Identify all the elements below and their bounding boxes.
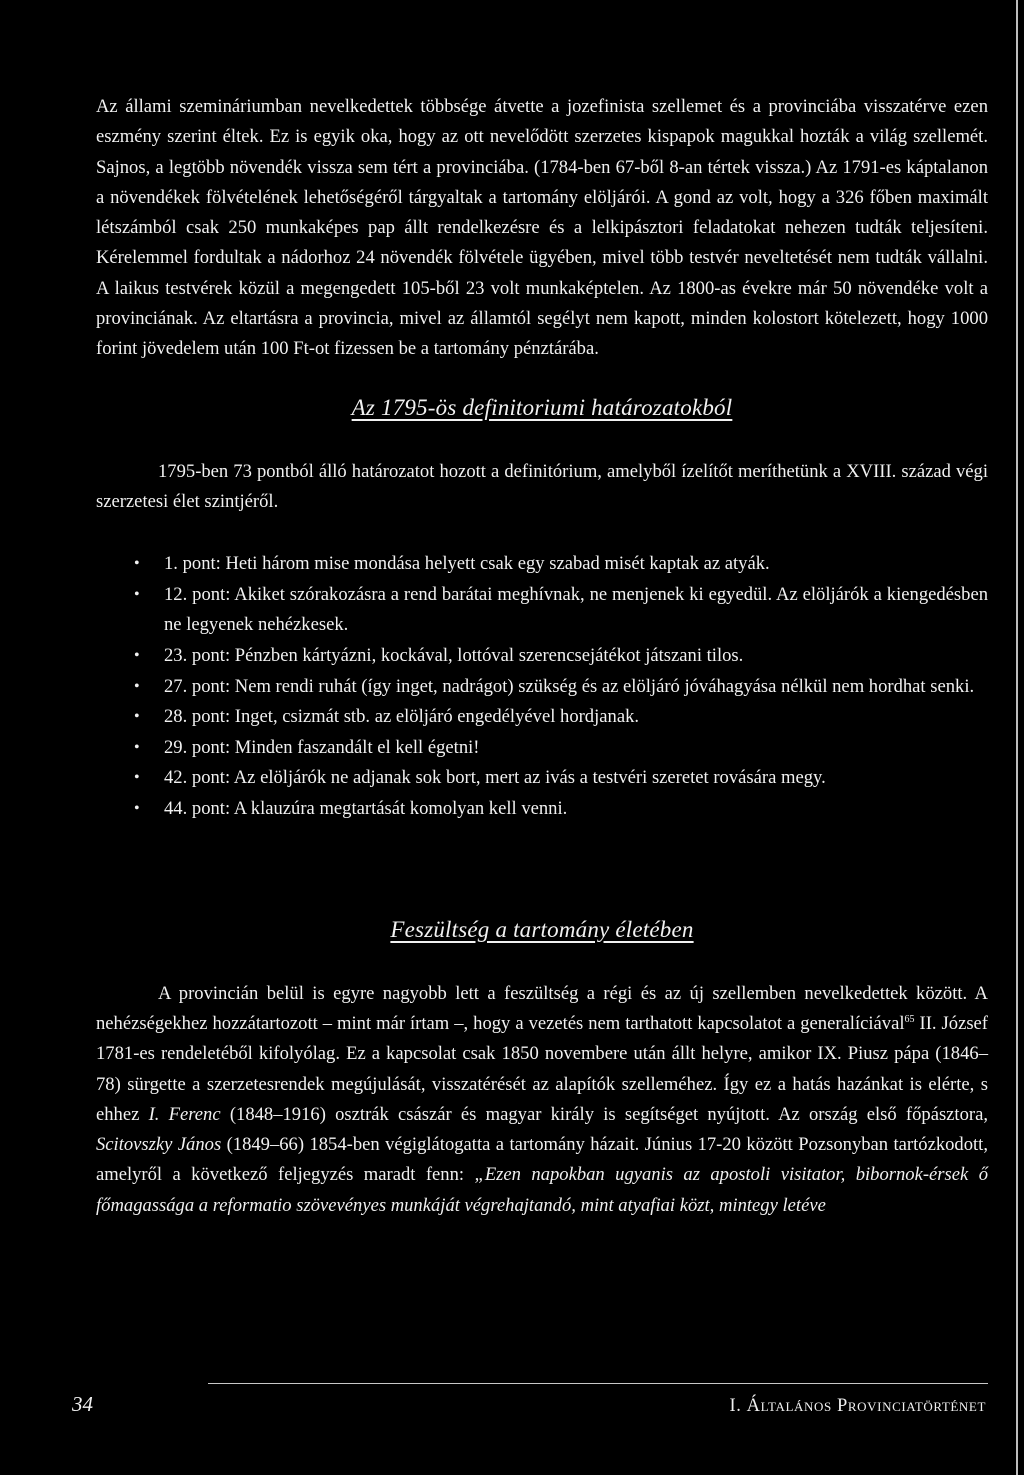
point-text: 28. pont: Inget, csizmát stb. az elöljáró engedélyével hordjanak. xyxy=(164,706,640,728)
bullet-icon: • xyxy=(134,738,140,756)
person-name-scitovszky: Scitovszky János xyxy=(96,1134,222,1156)
footer-rule xyxy=(208,1383,988,1384)
text-segment: II. József 1781-es rendeletéből kifolyólag. Ez a kapcsolat csak 1850 novembere után állt helyre, amikor IX. Piusz pápa (1846–78) sürgette a szerzetesrendek megújulását, visszatérését az alapítók szelleméhez. Így ez a hatás hazánkat is elérte, s ehhez xyxy=(96,1012,988,1125)
heading-definitorium-text: Az 1795-ös definitoriumi határozatokból xyxy=(351,394,733,420)
point-text: 42. pont: Az elöljárók ne adjanak sok bort, mert az ivás a testvéri szeretet rovására megy. xyxy=(164,767,826,789)
person-name-ferenc: I. Ferenc xyxy=(148,1103,221,1125)
list-item xyxy=(134,763,988,794)
points-list xyxy=(96,549,988,824)
list-item xyxy=(134,672,988,703)
bullet-icon: • xyxy=(134,647,140,665)
paragraph-tension xyxy=(96,979,988,1221)
page-content xyxy=(96,92,988,1221)
bullet-icon: • xyxy=(134,800,140,818)
footnote-ref: 65 xyxy=(904,1013,915,1025)
list-item xyxy=(134,549,988,580)
list-item xyxy=(134,794,988,825)
quote-text: „Ezen napokban ugyanis az apostoli visitator, bibornok-érsek ő főmagassága a reformatio szövevényes munkáját végrehajtandó, mint atyafiai közt, mintegy letéve xyxy=(96,1164,988,1216)
running-head: I. Általános Provinciatörténet xyxy=(729,1396,986,1416)
paragraph-seminary: Az állami szemináriumban nevelkedettek többsége átvette a jozefinista szellemet és a provinciába visszatérve ezen eszmény szerint éltek. Ez is egyik oka, hogy az ott nevelődött szerzetes kispapok magukkal hozták a világ szellemét. Sajnos, a legtöbb növendék vissza sem tért a provinciába. (1784-ben 67-ből 8-an tértek vissza.) Az 1791-es káptalanon a növendékek fölvételének lehetőségéről tárgyaltak a tartomány elöljárói. A gond az volt, hogy a 326 főben maximált létszámból csak 250 munkaképes pap állt rendelkezésre és a lelkipásztori feladatokat nehezen tudták teljesíteni. Kérelemmel fordultak a nádorhoz 24 növendék fölvétele ügyében, mivel több testvér neveltetését nem tudták vállalni. A laikus testvérek közül a megengedett 105-ből 23 volt munkaképtelen. Az 1800-as évekre már 50 növendéke volt a provinciának. Az eltartásra a provincia, mivel az államtól segélyt nem kapott, minden kolostort kötelezett, hogy 1000 forint jövedelem után 100 Ft-ot fizessen be a tartomány pénztárába. xyxy=(96,96,988,360)
page-number: 34 xyxy=(72,1392,93,1416)
list-item xyxy=(134,733,988,764)
list-item xyxy=(134,641,988,672)
paragraph-definitorium-intro: 1795-ben 73 pontból álló határozatot hozott a definitórium, amelyből ízelítőt meríthetünk a XVIII. század végi szerzetesi élet szintjéről. xyxy=(96,460,988,512)
point-text: 12. pont: Akiket szórakozásra a rend barátai meghívnak, ne menjenek ki egyedül. Az elöljárók a kiengedésben ne legyenek nehézkesek. xyxy=(164,583,988,636)
text-segment: (1848–1916) osztrák császár és magyar király is segítséget nyújtott. Az ország első főpásztora, xyxy=(220,1103,988,1125)
heading-tension-text: Feszültség a tartomány életében xyxy=(390,916,694,942)
bullet-icon: • xyxy=(134,769,140,787)
point-text: 44. pont: A klauzúra megtartását komolyan kell venni. xyxy=(164,798,568,820)
page-edge-line xyxy=(1016,0,1018,1475)
list-item xyxy=(134,702,988,733)
bullet-icon: • xyxy=(134,585,140,603)
bullet-icon: • xyxy=(134,555,140,573)
heading-tension xyxy=(96,917,988,943)
point-text: 27. pont: Nem rendi ruhát (így inget, nadrágot) szükség és az elöljáró jóváhagyása nélkül nem hordhat senki. xyxy=(164,675,975,697)
point-text: 1. pont: Heti három mise mondása helyett csak egy szabad misét kaptak az atyák. xyxy=(164,553,770,575)
point-text: 23. pont: Pénzben kártyázni, kockával, lottóval szerencsejátékot játszani tilos. xyxy=(164,645,744,667)
heading-definitorium xyxy=(96,395,988,421)
bullet-icon: • xyxy=(134,677,140,695)
point-text: 29. pont: Minden faszandált el kell égetni! xyxy=(164,736,480,758)
text-segment: (1849–66) 1854-ben végiglátogatta a tartomány házait. Június 17-20 között Pozsonyban tartózkodott, amelyről a következő feljegyzés maradt fenn: xyxy=(96,1134,988,1186)
text-segment: A provincián belül is egyre nagyobb lett a feszültség a régi és az új szellemben nevelkedettek között. A nehézségekhez hozzátartozott – mint már írtam –, hogy a vezetés nem tarthatott kapcsolatot a generalíciával xyxy=(96,982,988,1034)
list-item xyxy=(134,580,988,641)
bullet-icon: • xyxy=(134,708,140,726)
